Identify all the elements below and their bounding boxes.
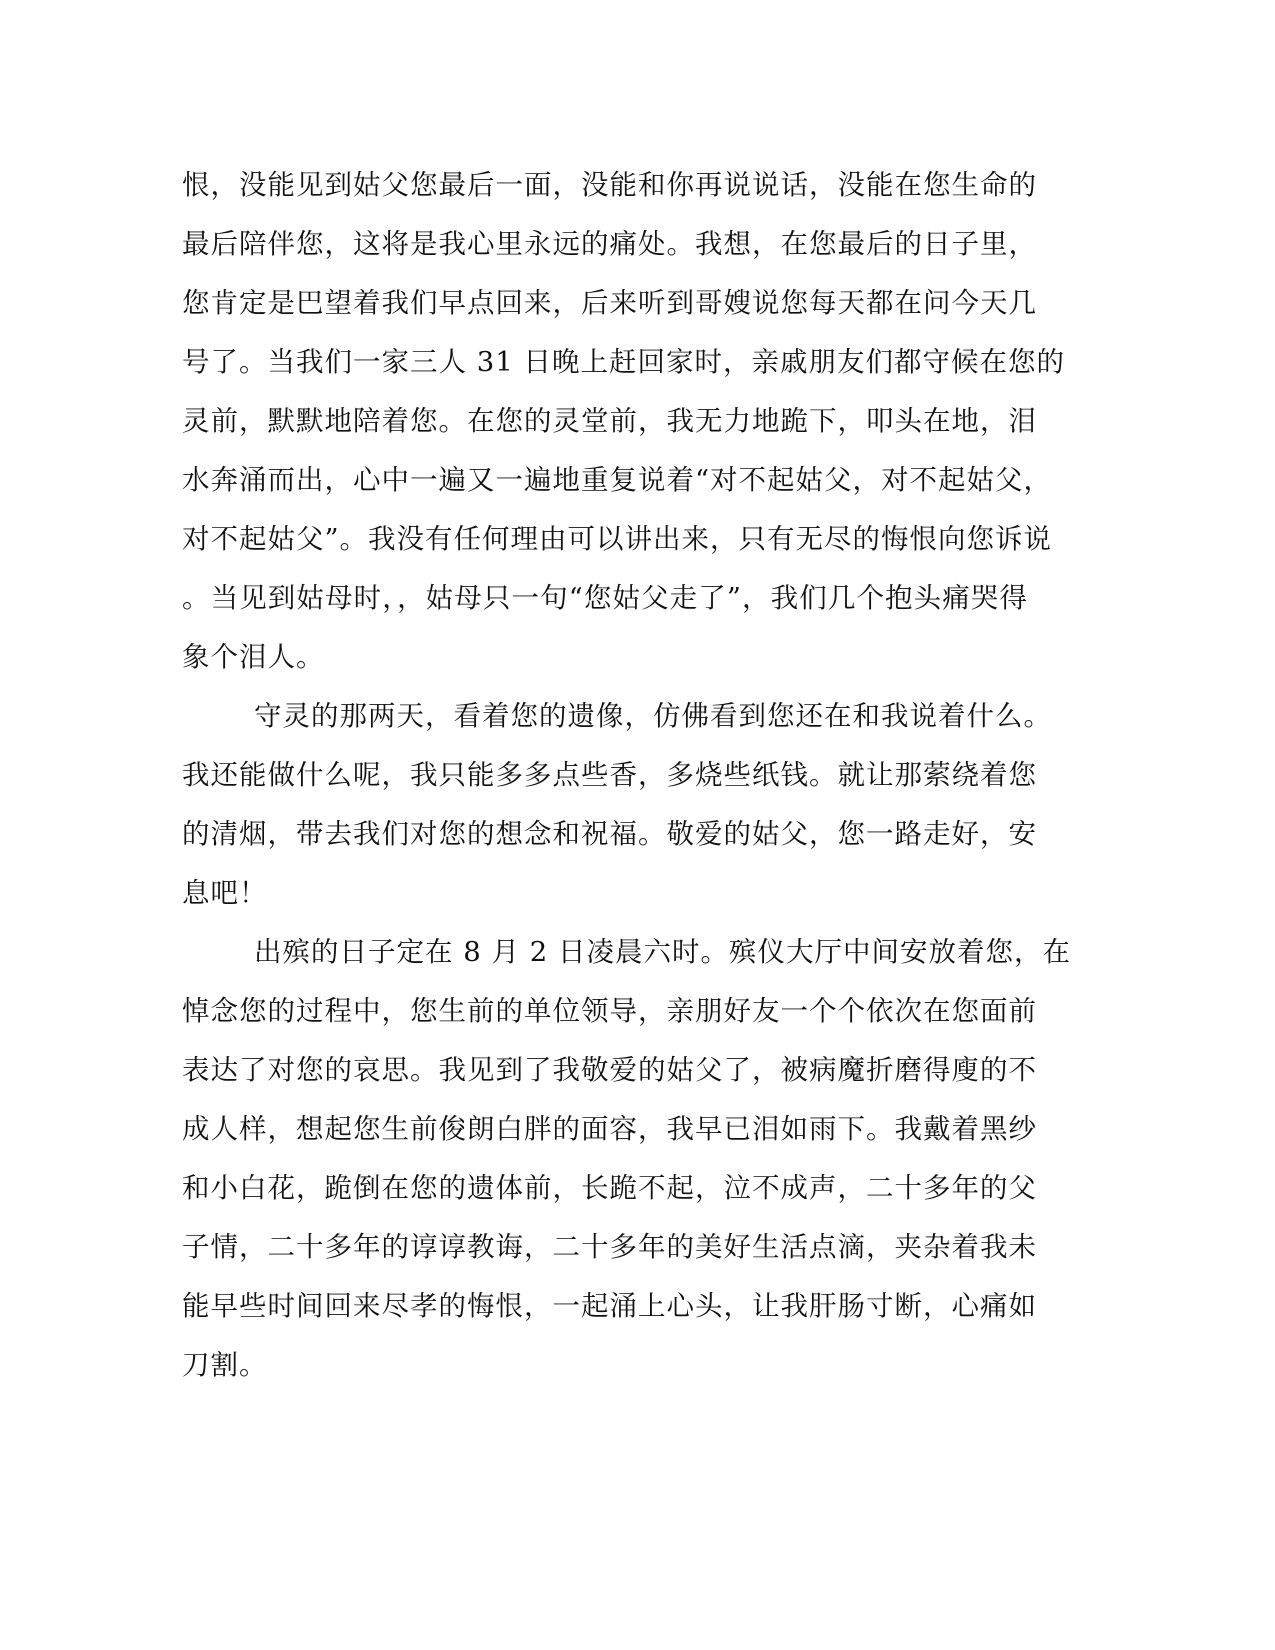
text-line: 象个泪人。 <box>182 641 325 673</box>
text-line: 灵前，默默地陪着您。在您的灵堂前，我无力地跪下，叩头在地，泪 <box>182 405 1037 437</box>
text-line: 的清烟，带去我们对您的想念和祝福。敬爱的姑父，您一路走好，安 <box>182 818 1037 850</box>
text-line: 。当见到姑母时，，姑母只一句“您姑父走了”，我们几个抱头痛哭得 <box>182 582 1028 614</box>
text-line: 我还能做什么呢，我只能多多点些香，多烧些纸钱。就让那萦绕着您 <box>182 759 1037 791</box>
text-line: 您肯定是巴望着我们早点回来，后来听到哥嫂说您每天都在问今天几 <box>182 287 1037 319</box>
text-line: 号了。当我们一家三人 31 日晚上赶回家时，亲戚朋友们都守候在您的 <box>182 346 1065 378</box>
paragraph-2 <box>182 687 1052 923</box>
paragraph-3 <box>182 923 1071 1395</box>
text-line: 对不起姑父”。我没有任何理由可以讲出来，只有无尽的悔恨向您诉说 <box>182 523 1053 555</box>
text-line: 表达了对您的哀思。我见到了我敬爱的姑父了，被病魔折磨得廋的不 <box>182 1054 1037 1086</box>
text-line: 最后陪伴您，这将是我心里永远的痛处。我想，在您最后的日子里， <box>182 228 1037 260</box>
text-line: 刀割。 <box>182 1349 268 1381</box>
paragraph-1 <box>182 156 1065 687</box>
text-line: 出殡的日子定在 8 月 2 日凌晨六时。殡仪大厅中间安放着您，在 <box>254 936 1071 968</box>
text-line: 守灵的那两天，看着您的遗像，仿佛看到您还在和我说着什么。 <box>254 700 1052 732</box>
text-line: 息吧！ <box>182 877 268 909</box>
text-line: 水奔涌而出，心中一遍又一遍地重复说着“对不起姑父，对不起姑父， <box>182 464 1053 496</box>
text-line: 成人样，想起您生前俊朗白胖的面容，我早已泪如雨下。我戴着黑纱 <box>182 1113 1037 1145</box>
text-line: 和小白花，跪倒在您的遗体前，长跪不起，泣不成声，二十多年的父 <box>182 1172 1037 1204</box>
text-line: 悼念您的过程中，您生前的单位领导，亲朋好友一个个依次在您面前 <box>182 995 1037 1027</box>
text-line: 子情，二十多年的谆谆教诲，二十多年的美好生活点滴，夹杂着我未 <box>182 1231 1037 1263</box>
text-line: 能早些时间回来尽孝的悔恨，一起涌上心头，让我肝肠寸断，心痛如 <box>182 1290 1037 1322</box>
document-body <box>182 156 1071 1395</box>
text-line: 恨，没能见到姑父您最后一面，没能和你再说说话，没能在您生命的 <box>182 169 1037 201</box>
